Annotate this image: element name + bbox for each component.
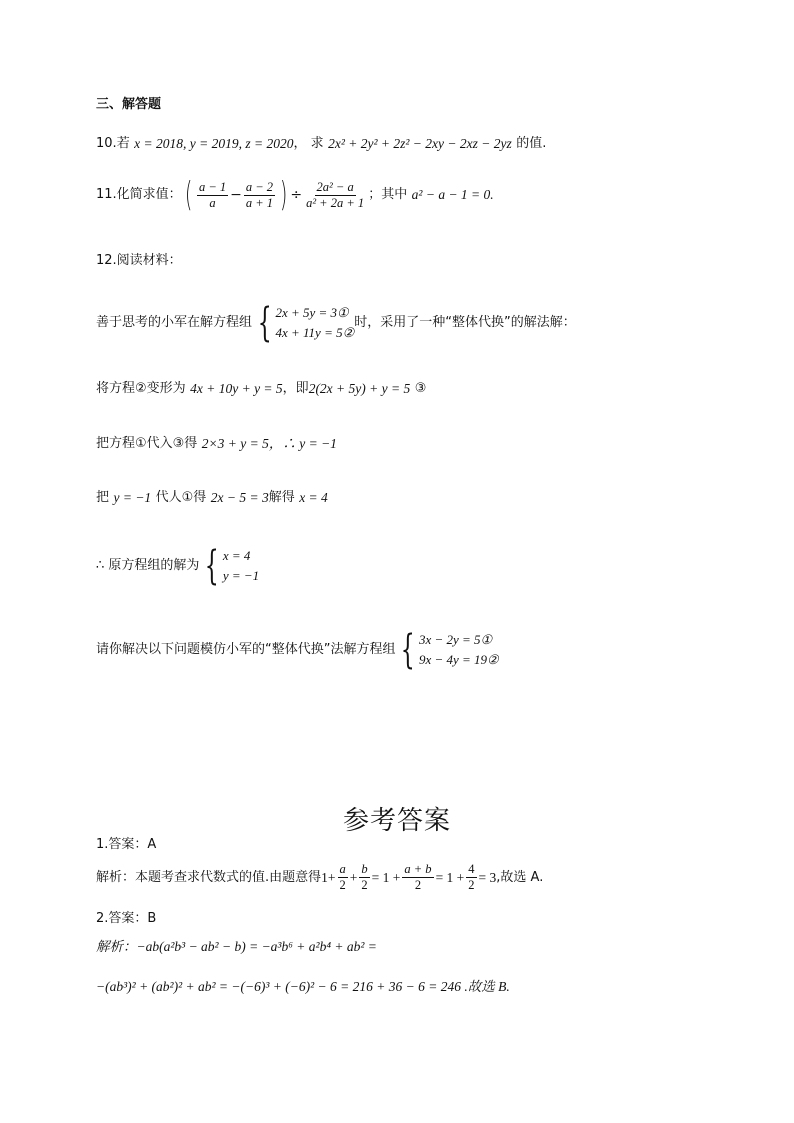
left-brace: {	[257, 300, 272, 346]
q11-f1-denominator: a	[209, 195, 216, 210]
answer-1-label: 1.答案：A	[96, 837, 157, 852]
divide-sign: ÷	[290, 187, 303, 203]
q12-task	[96, 627, 499, 673]
step3-expression-3: x = 4	[299, 490, 328, 505]
answer-1-explanation	[96, 862, 543, 893]
q11-fraction-3	[304, 180, 366, 211]
a2-explanation-line-1: 解析：−ab(a²b³ − ab² − b) = −a³b⁶ + a²b⁴ + ab² =	[96, 939, 377, 954]
a2-explanation-line-2: −(ab³)² + (ab²)² + ab² = −(−6)³ + (−6)² − 6 = 216 + 36 − 6 = 246 .故选 B.	[96, 979, 510, 994]
answer-2-label: 2.答案：B	[96, 911, 157, 926]
step3-mid-2: 解得	[268, 490, 295, 505]
q12-conclusion	[96, 543, 260, 589]
solution-system	[223, 546, 259, 586]
answer-2-line-2	[96, 978, 510, 996]
q11-condition: a² − a − 1 = 0.	[411, 187, 494, 202]
answer-2-line-1	[96, 938, 377, 956]
q11-f2-denominator: a + 1	[245, 195, 274, 210]
left-brace: {	[401, 627, 416, 673]
question-10	[96, 135, 546, 153]
conclusion-prefix: ∴ 原方程组的解为	[96, 558, 200, 573]
a1-explanation-prefix: 解析：本题考查求代数式的值.由题意得	[96, 869, 322, 885]
q12-step-3	[96, 489, 328, 507]
a1-plus: +	[349, 869, 358, 885]
a1-eq3: = 3	[478, 869, 497, 885]
section-title: 三、解答题	[96, 97, 162, 112]
a1-frac-a: $\frac{a}{2}$	[339, 862, 346, 892]
minus-sign: −	[230, 187, 242, 203]
right-paren: )	[280, 175, 288, 215]
left-paren: (	[184, 175, 192, 215]
q12-intro-prefix: 善于思考的小军在解方程组	[96, 315, 253, 330]
q12-step-1	[96, 380, 426, 398]
q10-expression: 2x² + 2y² + 2z² − 2xy − 2xz − 2yz	[328, 136, 512, 151]
q10-suffix: 的值.	[516, 136, 547, 151]
q11-condition-prefix: ；其中	[368, 187, 408, 202]
sys1-equation-1: 2x + 5y = 3①	[275, 305, 349, 320]
q10-mid: ， 求	[293, 136, 324, 151]
a1-eq2: = 1 +	[435, 869, 465, 885]
a1-frac-b: $\frac{b}{2}$	[361, 862, 368, 892]
q11-label: 11.化简求值：	[96, 187, 182, 202]
q12-intro	[96, 300, 576, 346]
a1-frac-4: $\frac{4}{2}$	[468, 862, 475, 892]
q12-system-2	[419, 630, 499, 670]
step1-expression-2: 2(2x + 5y) + y = 5	[308, 381, 411, 396]
q10-number: 10.	[96, 136, 117, 151]
solution-equation-1: x = 4	[222, 548, 251, 563]
answers-title: 参考答案	[342, 806, 451, 836]
q12-intro-suffix: 时，采用了一种“整体代换”的解法解：	[354, 315, 576, 330]
step2-prefix: 把方程①代入③得	[96, 436, 198, 451]
step3-prefix: 把	[96, 490, 110, 505]
q12-system-1	[275, 303, 354, 343]
question-11	[96, 175, 494, 215]
step1-prefix: 将方程②变形为	[96, 381, 186, 396]
q11-f3-numerator: 2a² − a	[316, 179, 354, 194]
q12-label: 12.阅读材料：	[96, 253, 182, 268]
q11-fraction-1	[197, 180, 228, 211]
q11-f2-numerator: a − 2	[245, 179, 274, 194]
q11-f1-numerator: a − 1	[198, 179, 227, 194]
step1-mid: ，即	[282, 381, 309, 396]
task-prefix: 请你解决以下问题模仿小军的“整体代换”法解方程组	[96, 642, 396, 657]
q11-f3-denominator: a² + 2a + 1	[306, 195, 365, 210]
a1-explanation-suffix: ,故选 A.	[496, 869, 544, 885]
q10-prefix: 若	[116, 136, 130, 151]
solution-equation-2: y = −1	[222, 568, 260, 583]
sys2-equation-1: 3x − 2y = 5①	[418, 632, 493, 647]
q12-step-2	[96, 435, 337, 453]
a1-eq1: = 1 +	[371, 869, 401, 885]
sys1-equation-2: 4x + 11y = 5②	[275, 325, 355, 340]
step3-mid: 代人①得	[155, 490, 207, 505]
a1-one: 1+	[321, 869, 336, 885]
left-brace: {	[205, 543, 220, 589]
step3-expression-2: 2x − 5 = 3	[210, 490, 269, 505]
sys2-equation-2: 9x − 4y = 19②	[418, 652, 499, 667]
step1-expression: 4x + 10y + y = 5	[190, 381, 283, 396]
q10-given: x = 2018, y = 2019, z = 2020	[134, 136, 294, 151]
a1-frac-ab: $\frac{a + b}{2}$	[404, 862, 432, 892]
step3-expression-1: y = −1	[113, 490, 152, 505]
step1-suffix: ③	[414, 381, 427, 396]
q11-fraction-2	[244, 180, 275, 211]
step2-expression: 2×3 + y = 5，∴ y = −1	[201, 436, 337, 451]
